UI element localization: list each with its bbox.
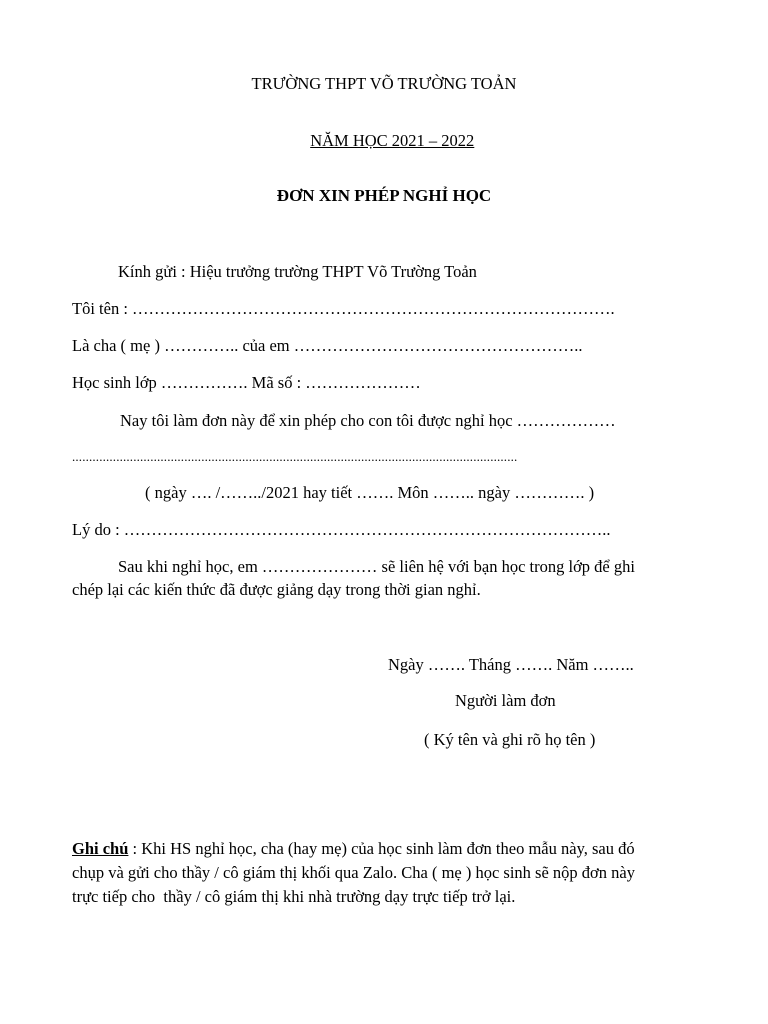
date-line: ( ngày …. /……../2021 hay tiết ……. Môn …….. ngày …………. ) bbox=[145, 483, 595, 502]
note-line-3: trực tiếp cho thầy / cô giám thị khi nhà trường dạy trực tiếp trở lại. bbox=[72, 887, 516, 906]
note-text-1: : Khi HS nghỉ học, cha (hay mẹ) của học sinh làm đơn theo mẫu này, sau đó bbox=[128, 839, 635, 858]
signer-title: Người làm đơn bbox=[455, 691, 556, 710]
request-line: Nay tôi làm đơn này để xin phép cho con tôi được nghỉ học ……………… bbox=[120, 411, 616, 430]
note-line-2: chụp và gửi cho thầy / cô giám thị khối qua Zalo. Cha ( mẹ ) học sinh sẽ nộp đơn này bbox=[72, 863, 635, 882]
school-year: NĂM HỌC 2021 – 2022 bbox=[310, 131, 475, 150]
note-line-1 bbox=[72, 839, 635, 859]
form-title: ĐƠN XIN PHÉP NGHỈ HỌC bbox=[276, 186, 492, 205]
commitment-line-1: Sau khi nghỉ học, em ………………… sẽ liên hệ với bạn học trong lớp để ghi bbox=[118, 557, 635, 576]
reason-line: Lý do : …………………………………………………………………………….. bbox=[72, 520, 611, 539]
parent-line: Là cha ( mẹ ) ………….. của em …………………………………………….. bbox=[72, 336, 583, 355]
signature-date: Ngày ……. Tháng ……. Năm …….. bbox=[388, 655, 634, 674]
commitment-line-2: chép lại các kiến thức đã được giảng dạy trong thời gian nghỉ. bbox=[72, 580, 481, 599]
dotted-line: ................................................................................................................................... bbox=[72, 449, 518, 464]
name-line: Tôi tên : ……………………………………………………………………………. bbox=[72, 299, 615, 318]
school-name: TRƯỜNG THPT VÕ TRƯỜNG TOẢN bbox=[251, 74, 517, 93]
class-line: Học sinh lớp ……………. Mã số : ………………… bbox=[72, 373, 421, 392]
recipient-line: Kính gửi : Hiệu trưởng trường THPT Võ Trường Toản bbox=[118, 262, 477, 281]
signature-instruction: ( Ký tên và ghi rõ họ tên ) bbox=[424, 730, 596, 749]
note-label: Ghi chú bbox=[72, 839, 129, 858]
